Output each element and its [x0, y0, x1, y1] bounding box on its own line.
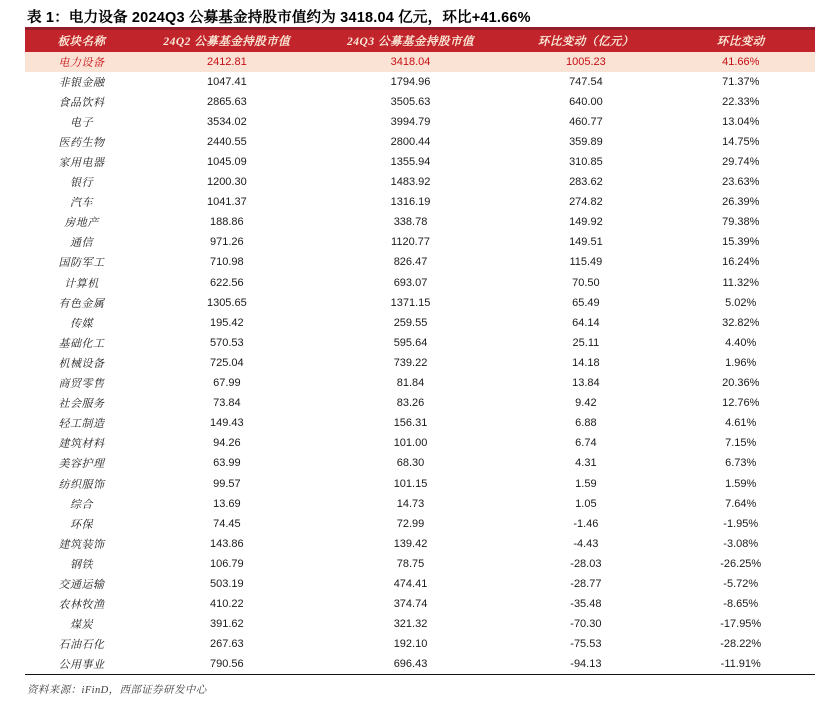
header-row	[25, 29, 815, 52]
cell-value: 1.59	[575, 477, 597, 490]
cell-sector-name: 石油石化	[58, 639, 105, 652]
cell-value: 693.07	[393, 276, 428, 289]
cell-value: 338.78	[393, 216, 428, 229]
cell-value: 9.42	[575, 397, 597, 410]
cell-sector-name: 综合	[69, 498, 93, 511]
cell-sector-name: 有色金属	[58, 297, 105, 310]
cell-value: 725.04	[210, 356, 244, 369]
cell-value: 739.22	[393, 356, 428, 369]
table-row	[25, 413, 815, 433]
cell-value: 2865.63	[206, 95, 247, 108]
cell-sector-name: 医药生物	[58, 136, 105, 149]
cell-sector-name: 轻工制造	[58, 418, 105, 431]
cell-value: 7.15%	[725, 437, 757, 450]
source-note: 资料来源：iFinD，西部证券研发中心	[27, 685, 207, 696]
cell-value: 79.38%	[722, 216, 760, 229]
cell-value: 78.75	[396, 557, 425, 570]
cell-value: -94.13	[570, 658, 602, 671]
cell-sector-name: 机械设备	[58, 357, 105, 370]
cell-value: 101.15	[393, 477, 428, 490]
column-header-change-abs: 环比变动（亿元）	[505, 29, 666, 52]
table-row	[25, 654, 815, 674]
table-row	[25, 192, 815, 212]
cell-value: -26.25%	[720, 557, 762, 570]
cell-value: 15.39%	[722, 236, 760, 249]
cell-sector-name: 非银金融	[58, 76, 105, 89]
cell-sector-name: 食品饮料	[58, 96, 105, 109]
cell-value: -17.95%	[720, 618, 762, 631]
cell-value: 94.26	[213, 437, 241, 450]
cell-value: 81.84	[396, 377, 425, 390]
cell-value: 1120.77	[391, 236, 430, 249]
cell-sector-name: 计算机	[64, 277, 99, 290]
table-row	[25, 232, 815, 252]
cell-value: 99.57	[213, 477, 241, 490]
cell-sector-name: 家用电器	[58, 157, 105, 170]
cell-value: 70.50	[572, 276, 600, 289]
cell-value: 1.59%	[725, 477, 757, 490]
cell-value: 73.84	[213, 397, 241, 410]
cell-value: 826.47	[393, 256, 428, 269]
cell-sector-name: 电子	[69, 116, 93, 129]
table-header	[25, 29, 815, 52]
cell-value: 2440.55	[206, 135, 247, 148]
cell-sector-name: 农林牧渔	[58, 599, 105, 612]
table-body	[25, 52, 815, 675]
cell-value: 143.86	[210, 537, 244, 550]
cell-value: 1045.09	[206, 156, 247, 169]
cell-value: 5.02%	[725, 296, 757, 309]
cell-value: 374.74	[393, 598, 428, 611]
cell-value: 14.75%	[722, 135, 760, 148]
cell-value: 26.39%	[722, 196, 760, 209]
cell-value: -75.53	[570, 638, 602, 651]
cell-value: 3505.63	[390, 95, 431, 108]
cell-value: 503.19	[210, 577, 244, 590]
cell-value: -28.03	[570, 557, 602, 570]
cell-value: 410.22	[210, 598, 244, 611]
cell-sector-name: 传媒	[69, 317, 93, 330]
cell-value: 1005.23	[505, 52, 666, 72]
table-row	[25, 574, 815, 594]
table-row	[25, 453, 815, 473]
cell-value: 747.54	[569, 75, 603, 88]
cell-value: -70.30	[570, 618, 602, 631]
cell-value: 64.14	[572, 316, 600, 329]
cell-sector-name: 交通运输	[58, 578, 105, 591]
table-row	[25, 52, 815, 72]
cell-sector-name: 建筑材料	[58, 438, 105, 451]
cell-value: 68.30	[396, 457, 425, 470]
cell-value: -28.22%	[720, 638, 762, 651]
table-title: 表 1：电力设备 2024Q3 公募基金持股市值约为 3418.04 亿元，环比+41.66%	[27, 10, 531, 26]
cell-value: 1305.65	[206, 296, 247, 309]
cell-value: 72.99	[396, 517, 425, 530]
cell-value: 25.11	[572, 336, 600, 349]
column-header-sector: 板块名称	[25, 29, 138, 52]
cell-value: 321.32	[393, 618, 428, 631]
cell-value: 23.63%	[722, 176, 760, 189]
cell-sector-name: 汽车	[69, 197, 93, 210]
cell-sector-name: 纺织服饰	[58, 478, 105, 491]
fund-holdings-table	[25, 27, 815, 675]
cell-value: 106.79	[210, 557, 244, 570]
cell-value: 283.62	[569, 176, 603, 189]
table-row	[25, 373, 815, 393]
cell-sector-name: 美容护理	[58, 458, 105, 471]
cell-value: 67.99	[213, 377, 241, 390]
cell-value: 16.24%	[722, 256, 760, 269]
cell-value: 2412.81	[138, 52, 316, 72]
cell-sector-name: 社会服务	[58, 398, 105, 411]
cell-value: 6.73%	[725, 457, 757, 470]
cell-value: 149.43	[210, 417, 244, 430]
cell-value: 1041.37	[206, 196, 247, 209]
table-row	[25, 152, 815, 172]
column-header-24q3-value: 24Q3 公募基金持股市值	[316, 29, 506, 52]
cell-value: 1316.19	[390, 196, 431, 209]
cell-value: 6.74	[575, 437, 597, 450]
cell-value: 101.00	[393, 437, 428, 450]
cell-value: 1200.30	[206, 176, 247, 189]
table-row	[25, 614, 815, 634]
cell-value: 149.51	[569, 236, 603, 249]
cell-value: 259.55	[393, 316, 428, 329]
cell-value: 3534.02	[206, 115, 247, 128]
column-header-24q2-value: 24Q2 公募基金持股市值	[138, 29, 316, 52]
table-row	[25, 132, 815, 152]
cell-value: -28.77	[570, 577, 602, 590]
cell-value: 2800.44	[390, 135, 431, 148]
cell-value: 274.82	[569, 196, 603, 209]
cell-value: 696.43	[393, 658, 428, 671]
table-row	[25, 554, 815, 574]
cell-value: -4.43	[573, 537, 599, 550]
cell-value: 12.76%	[722, 397, 760, 410]
cell-value: 4.31	[575, 457, 597, 470]
table-row	[25, 212, 815, 232]
table-row	[25, 112, 815, 132]
cell-value: 20.36%	[722, 377, 760, 390]
cell-value: 14.18	[572, 356, 600, 369]
cell-value: 460.77	[569, 115, 603, 128]
cell-value: 3418.04	[316, 52, 506, 72]
column-header-change-pct: 环比变动	[666, 29, 815, 52]
cell-sector-name: 银行	[69, 177, 93, 190]
cell-value: 192.10	[393, 638, 428, 651]
cell-value: -1.46	[573, 517, 599, 530]
cell-sector-name: 电力设备	[25, 52, 138, 72]
cell-value: 267.63	[210, 638, 244, 651]
cell-value: 1047.41	[206, 75, 247, 88]
cell-value: 149.92	[569, 216, 603, 229]
table-row	[25, 353, 815, 373]
cell-sector-name: 商贸零售	[58, 378, 105, 391]
cell-value: -1.95%	[723, 517, 759, 530]
cell-value: 195.42	[210, 316, 244, 329]
cell-value: 74.45	[213, 517, 241, 530]
cell-value: 1.05	[575, 497, 597, 510]
cell-sector-name: 公用事业	[58, 659, 105, 672]
cell-value: 115.49	[569, 256, 603, 269]
cell-value: 83.26	[396, 397, 425, 410]
cell-sector-name: 环保	[69, 518, 93, 531]
table-row	[25, 92, 815, 112]
cell-value: 474.41	[393, 577, 428, 590]
table-row	[25, 252, 815, 272]
cell-value: 1355.94	[390, 156, 431, 169]
cell-sector-name: 国防军工	[58, 257, 105, 270]
cell-value: 29.74%	[722, 156, 760, 169]
cell-value: 1483.92	[390, 176, 431, 189]
cell-value: -35.48	[570, 598, 602, 611]
cell-value: -5.72%	[723, 577, 759, 590]
cell-value: 13.69	[213, 497, 241, 510]
table-row	[25, 72, 815, 92]
cell-sector-name: 基础化工	[58, 337, 105, 350]
cell-value: 32.82%	[722, 316, 760, 329]
cell-value: 188.86	[210, 216, 244, 229]
cell-value: 1794.96	[390, 75, 431, 88]
table-row	[25, 594, 815, 614]
cell-value: 41.66%	[666, 52, 815, 72]
cell-value: 22.33%	[722, 95, 760, 108]
cell-value: 4.61%	[725, 417, 757, 430]
cell-value: 4.40%	[725, 336, 757, 349]
cell-value: 156.31	[393, 417, 428, 430]
cell-value: 3994.79	[390, 115, 431, 128]
cell-sector-name: 房地产	[64, 217, 99, 230]
table-row	[25, 433, 815, 453]
cell-value: 391.62	[210, 618, 244, 631]
table-row	[25, 634, 815, 654]
cell-value: 1371.15	[390, 296, 431, 309]
cell-value: 622.56	[210, 276, 244, 289]
cell-value: 6.88	[575, 417, 597, 430]
cell-value: 63.99	[213, 457, 241, 470]
cell-value: 570.53	[210, 336, 244, 349]
cell-value: 139.42	[393, 537, 428, 550]
cell-sector-name: 煤炭	[69, 619, 93, 632]
table-row	[25, 514, 815, 534]
table-row	[25, 534, 815, 554]
cell-value: 14.73	[396, 497, 425, 510]
cell-value: -8.65%	[723, 598, 759, 611]
cell-value: 359.89	[569, 135, 603, 148]
cell-value: 640.00	[569, 95, 603, 108]
cell-value: 13.84	[572, 377, 600, 390]
cell-value: 595.64	[393, 336, 428, 349]
cell-sector-name: 通信	[69, 237, 93, 250]
cell-value: 7.64%	[725, 497, 757, 510]
table-row	[25, 333, 815, 353]
cell-value: 710.98	[210, 256, 244, 269]
table-row	[25, 494, 815, 514]
cell-value: 790.56	[210, 658, 244, 671]
cell-value: 310.85	[569, 156, 603, 169]
cell-value: 13.04%	[722, 115, 760, 128]
cell-sector-name: 钢铁	[69, 558, 93, 571]
cell-value: 1.96%	[725, 356, 757, 369]
table-row	[25, 313, 815, 333]
cell-value: 11.32%	[722, 276, 759, 289]
table-row	[25, 293, 815, 313]
cell-value: 71.37%	[722, 75, 760, 88]
cell-sector-name: 建筑装饰	[58, 538, 105, 551]
table-row	[25, 473, 815, 493]
cell-value: 65.49	[572, 296, 600, 309]
table-row	[25, 172, 815, 192]
table-row	[25, 393, 815, 413]
table-row	[25, 273, 815, 293]
cell-value: 971.26	[210, 236, 244, 249]
cell-value: -3.08%	[723, 537, 759, 550]
cell-value: -11.91%	[720, 658, 761, 671]
